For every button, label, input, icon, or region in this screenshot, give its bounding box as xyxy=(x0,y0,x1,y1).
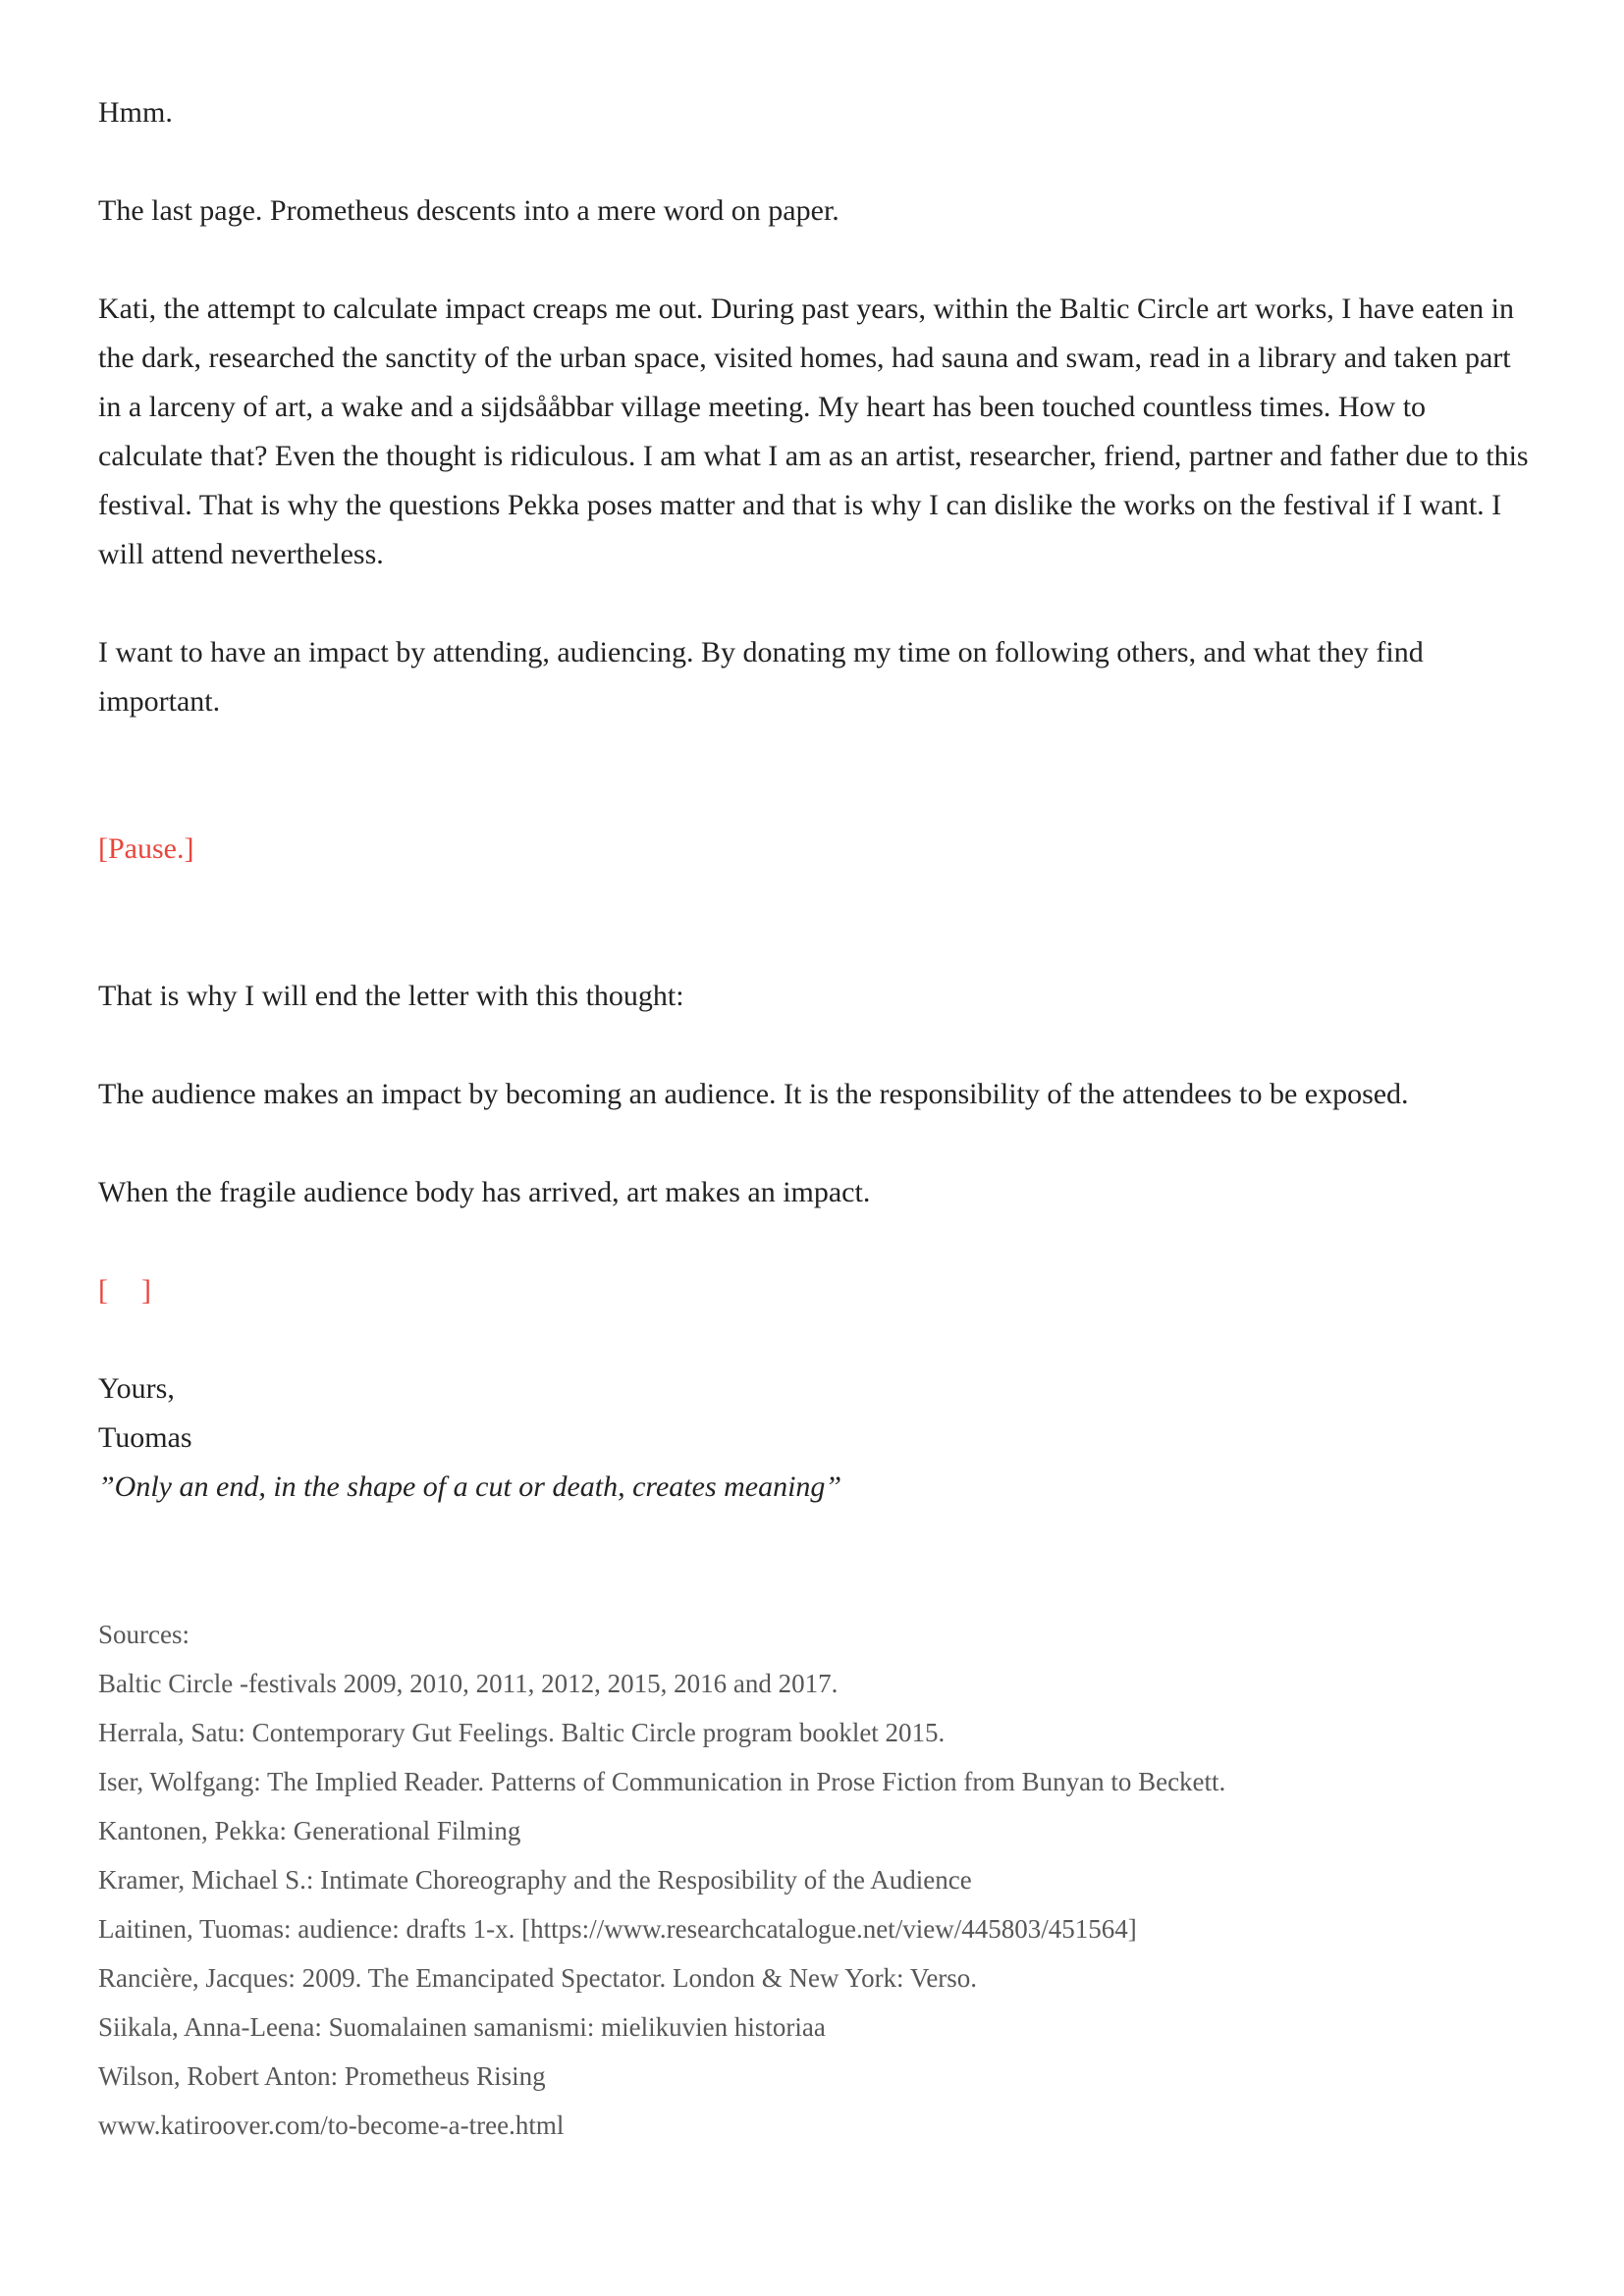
paragraph-fragile-audience: When the fragile audience body has arrived, art makes an impact. xyxy=(98,1176,871,1208)
paragraph-last-page: The last page. Prometheus descents into a mere word on paper. xyxy=(98,194,839,227)
sources-section xyxy=(98,1610,1534,2150)
paragraph-kati: Kati, the attempt to calculate impact creaps me out. During past years, within the Baltic Circle art works, I have eaten in the dark, researched the sanctity of the urban space, visited homes, had sauna and swam, read in a library and taken part in a larceny of art, a wake and a sijdsååbbar village meeting. My heart has been touched countless times. How to calculate that? Even the thought is ridiculous. I am what I am as an artist, researcher, friend, partner and father due to this festival. That is why the questions Pekka poses matter and that is why I can dislike the works on the festival if I want. I will attend nevertheless. xyxy=(98,293,1529,570)
source-item: Iser, Wolfgang: The Implied Reader. Patterns of Communication in Prose Fiction from Bunyan to Beckett. xyxy=(98,1767,1226,1796)
source-item: Siikala, Anna-Leena: Suomalainen samanismi: mielikuvien historiaa xyxy=(98,2012,826,2042)
bracket-close: ] xyxy=(141,1274,151,1307)
empty-brackets xyxy=(98,1266,1534,1315)
paragraph-thought-intro: That is why I will end the letter with this thought: xyxy=(98,980,684,1012)
source-item: Wilson, Robert Anton: Prometheus Rising xyxy=(98,2061,546,2091)
sources-heading: Sources: xyxy=(98,1620,189,1649)
pause-marker: [Pause.] xyxy=(98,832,194,865)
paragraph-audience-thought: The audience makes an impact by becoming an audience. It is the responsibility of the attendees to be exposed. xyxy=(98,1078,1409,1110)
source-item: Kramer, Michael S.: Intimate Choreography and the Resposibility of the Audience xyxy=(98,1865,972,1895)
source-item: Herrala, Satu: Contemporary Gut Feelings. Baltic Circle program booklet 2015. xyxy=(98,1718,946,1747)
source-item: Kantonen, Pekka: Generational Filming xyxy=(98,1816,521,1845)
bracket-open: [ xyxy=(98,1274,108,1307)
closing-quote: ”Only an end, in the shape of a cut or death, creates meaning” xyxy=(98,1470,842,1503)
paragraph-impact: I want to have an impact by attending, audiencing. By donating my time on following others, and what they find important. xyxy=(98,636,1424,718)
source-item: Baltic Circle -festivals 2009, 2010, 2011, 2012, 2015, 2016 and 2017. xyxy=(98,1669,839,1698)
signoff-yours: Yours, xyxy=(98,1372,175,1405)
letter-body xyxy=(98,88,1534,1512)
source-item: Laitinen, Tuomas: audience: drafts 1-x. [https://www.researchcatalogue.net/view/445803/451564] xyxy=(98,1914,1137,1944)
paragraph-opening: Hmm. xyxy=(98,96,173,129)
source-item: Rancière, Jacques: 2009. The Emancipated Spectator. London & New York: Verso. xyxy=(98,1963,978,1993)
source-item: www.katiroover.com/to-become-a-tree.html xyxy=(98,2110,565,2140)
signoff-name: Tuomas xyxy=(98,1421,192,1454)
